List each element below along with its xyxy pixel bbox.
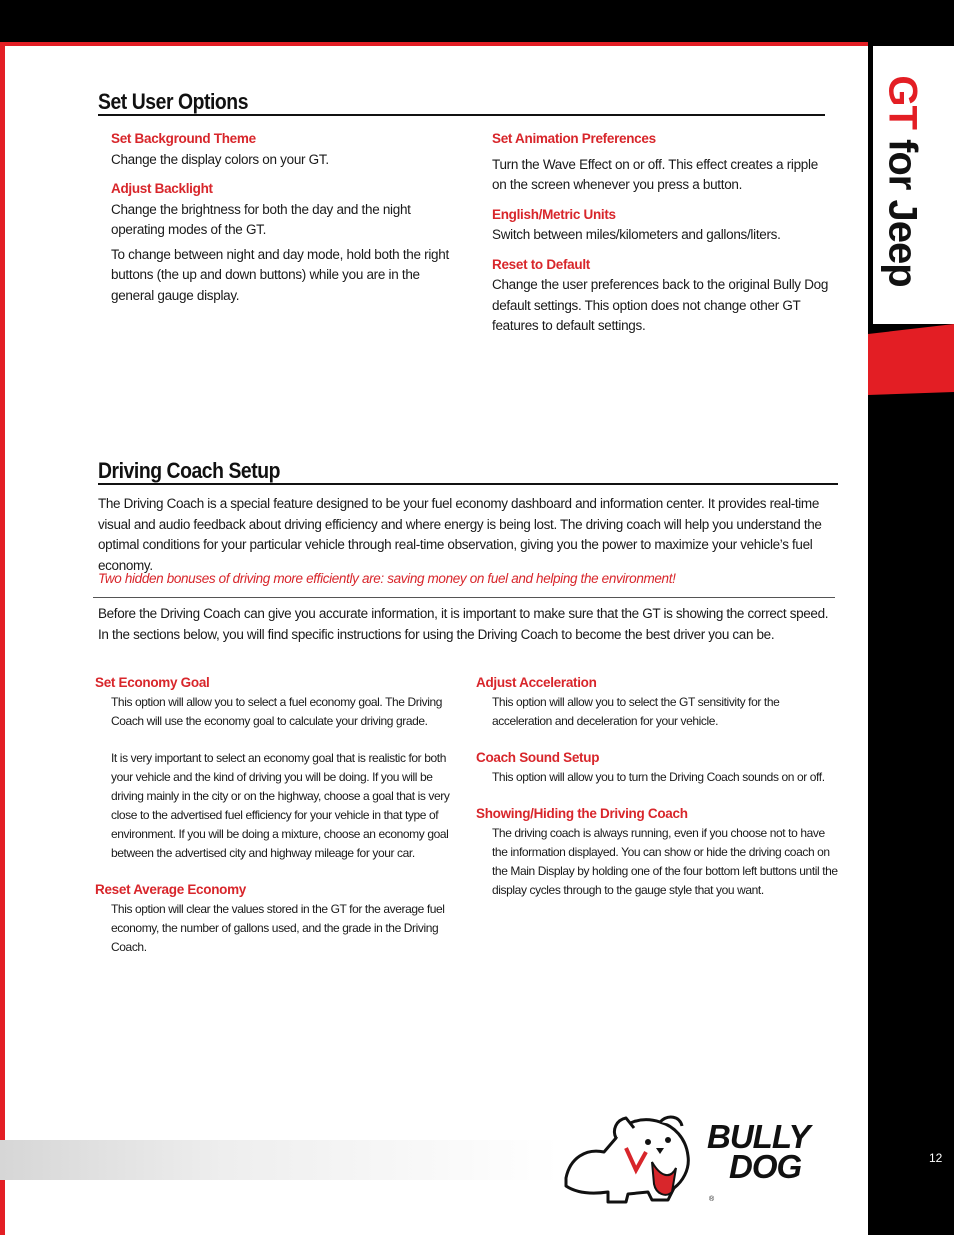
sidebar-title <box>872 76 932 286</box>
option-text: This option will allow you to select the GT sensitivity for the acceleration and deceleration for your vehicle. <box>492 695 780 728</box>
user-options-left-column <box>111 129 456 310</box>
option-heading: Set Economy Goal <box>95 675 210 690</box>
option-coach-sound-setup <box>476 748 838 787</box>
registered-mark: ® <box>709 1196 715 1203</box>
option-adjust-backlight <box>111 179 456 306</box>
option-heading: English/Metric Units <box>492 206 616 222</box>
section-rule <box>98 483 838 485</box>
option-set-economy-goal <box>95 673 455 863</box>
bully-dog-logo <box>707 1118 810 1185</box>
option-text: Change the display colors on your GT. <box>111 151 329 167</box>
option-english-metric-units <box>492 205 832 246</box>
top-black-bar <box>0 0 954 42</box>
sidebar-title-gt: GT <box>880 75 925 129</box>
option-text: Change the brightness for both the day and the night operating modes of the GT. <box>111 201 411 237</box>
top-red-stripe <box>0 42 868 46</box>
option-reset-to-default <box>492 255 832 337</box>
option-heading: Set Background Theme <box>111 131 256 146</box>
driving-coach-intro: The Driving Coach is a special feature designed to be your fuel economy dashboard and information center. It provides real-time visual and audio feedback about driving efficiency and where energy is being lost. The driving coach will help you understand the optimal conditions for your particular vehicle through real-time observation, giving you the power to maximize your vehicle’s fuel economy. <box>98 496 822 573</box>
option-heading: Showing/Hiding the Driving Coach <box>476 806 688 821</box>
option-heading: Adjust Acceleration <box>476 675 597 690</box>
option-text: To change between night and day mode, hold both the right buttons (the up and down buttons) while you are in the general gauge display. <box>111 246 449 303</box>
logo-line-2: DOG <box>729 1148 802 1185</box>
user-options-right-column <box>492 129 832 341</box>
option-set-background-theme <box>111 129 456 170</box>
logo-line-1: BULLY <box>707 1118 810 1155</box>
driving-coach-highlight: Two hidden bonuses of driving more efficiently are: saving money on fuel and helping the environment! <box>98 571 676 586</box>
section-title-user-options: Set User Options <box>98 89 249 114</box>
option-text: The driving coach is always running, even if you choose not to have the information displayed. You can show or hide the driving coach on the Main Display by holding one of the four bottom left buttons until the display cycles through to the gauge style that you want. <box>492 826 838 897</box>
option-heading: Reset to Default <box>492 256 590 272</box>
option-text: Change the user preferences back to the original Bully Dog default settings. This option does not change other GT features to default settings. <box>492 277 829 333</box>
sidebar-title-rest: for Jeep <box>880 128 925 287</box>
option-showing-hiding-driving-coach <box>476 804 838 900</box>
option-text: This option will clear the values stored in the GT for the average fuel economy, the number of gallons used, and the grade in the Driving Coach. <box>111 902 445 954</box>
option-set-animation-preferences <box>492 129 832 196</box>
option-reset-average-economy <box>95 880 455 957</box>
option-heading: Coach Sound Setup <box>476 750 600 765</box>
option-heading: Set Animation Preferences <box>492 131 656 146</box>
section-title-driving-coach: Driving Coach Setup <box>98 458 281 483</box>
option-text: It is very important to select an economy goal that is realistic for both your vehicle and the kind of driving you will be doing. If you will be driving mainly in the city or on the highway, choose a goal that is very close to the advertised fuel efficiency for your vehicle in that type of environment. If you will be doing a mixture, choose an economy goal between the advertised city and highway mileage for your car. <box>111 751 450 860</box>
option-text: This option will allow you to turn the Driving Coach sounds on or off. <box>492 770 825 784</box>
driving-coach-before: Before the Driving Coach can give you accurate information, it is important to make sure that the GT is showing the correct speed. In the sections below, you will find specific instructions for using the Driving Coach to become the best driver you can be. <box>98 606 829 642</box>
left-red-border <box>0 42 5 1235</box>
option-heading: Adjust Backlight <box>111 181 213 196</box>
option-text: Turn the Wave Effect on or off. This effect creates a ripple on the screen whenever you press a button. <box>492 156 818 192</box>
driving-coach-right-column <box>476 673 838 900</box>
driving-coach-left-column <box>95 673 455 957</box>
option-text: Switch between miles/kilometers and gallons/liters. <box>492 227 781 242</box>
divider <box>93 597 835 598</box>
option-adjust-acceleration <box>476 673 838 731</box>
option-heading: Reset Average Economy <box>95 882 247 897</box>
page-number: 12 <box>929 1151 943 1165</box>
option-text: This option will allow you to select a fuel economy goal. The Driving Coach will use the economy goal to calculate your driving grade. <box>111 695 443 728</box>
section-rule <box>98 114 825 116</box>
footer-gradient-bar <box>0 1140 560 1180</box>
